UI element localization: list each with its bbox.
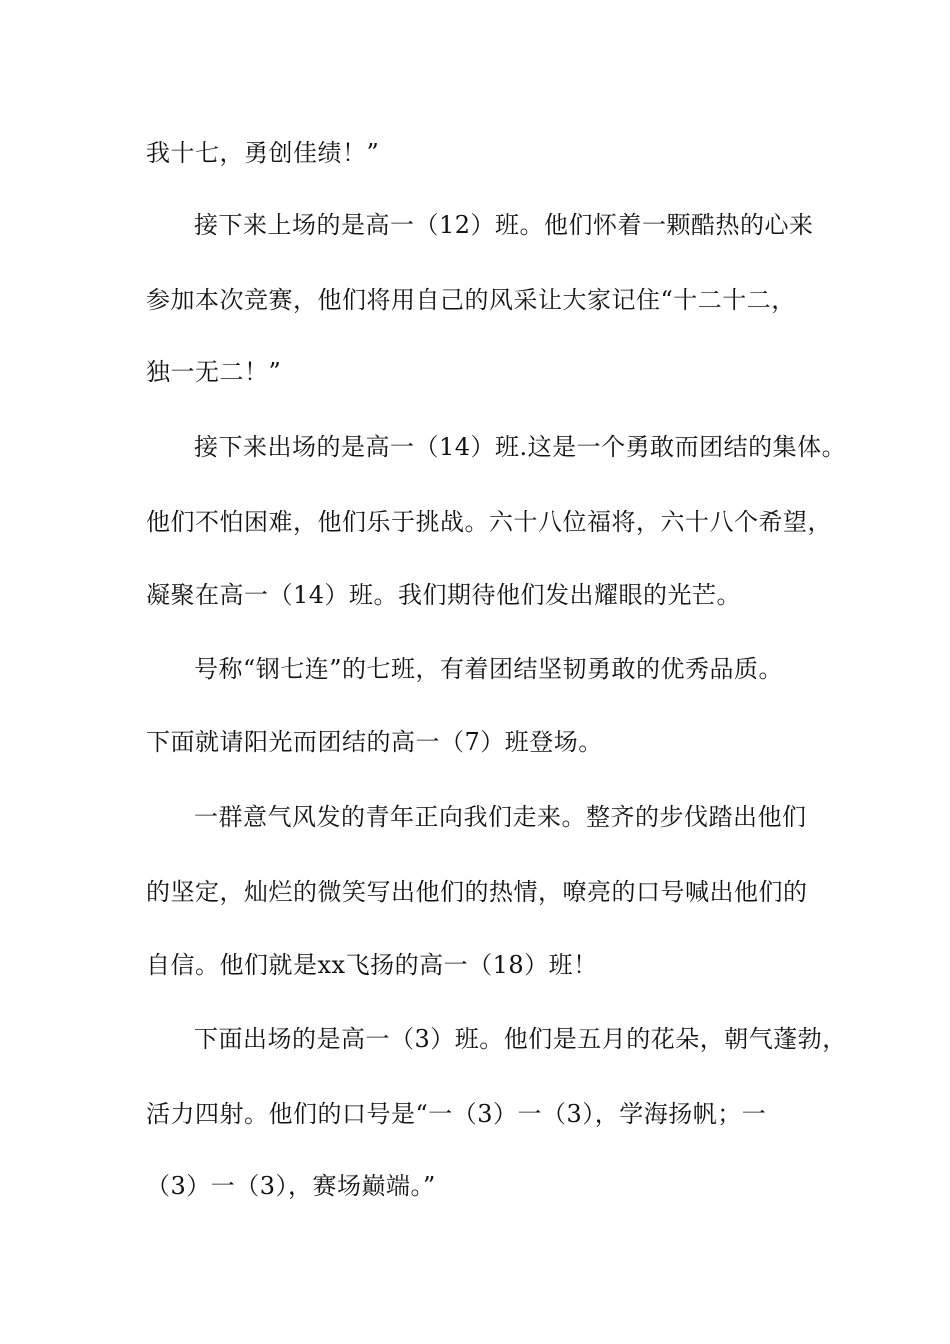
paragraph-line: 的坚定，灿烂的微笑写出他们的热情，嘹亮的口号喊出他们的	[146, 878, 808, 906]
paragraph-line: 自信。他们就是xx飞扬的高一（18）班！	[146, 951, 598, 979]
paragraph-line: 我十七，勇创佳绩！”	[146, 139, 380, 167]
paragraph-line: 凝聚在高一（14）班。我们期待他们发出耀眼的光芒。	[146, 581, 742, 609]
paragraph-line: 接下来上场的是高一（12）班。他们怀着一颗酷热的心来	[194, 211, 814, 239]
paragraph-line: 号称“钢七连”的七班，有着团结坚韧勇敢的优秀品质。	[194, 655, 784, 683]
paragraph-line: 活力四射。他们的口号是“一（3）一（3），学海扬帆；一	[146, 1100, 767, 1128]
paragraph-line: 参加本次竞赛，他们将用自己的风采让大家记住“十二十二，	[146, 286, 796, 314]
paragraph-line: 下面出场的是高一（3）班。他们是五月的花朵，朝气蓬勃，	[194, 1025, 847, 1053]
paragraph-line: 下面就请阳光而团结的高一（7）班登场。	[146, 728, 603, 756]
paragraph-line: 一群意气风发的青年正向我们走来。整齐的步伐踏出他们	[194, 803, 807, 831]
paragraph-line: 接下来出场的是高一（14）班.这是一个勇敢而团结的集体。	[194, 433, 847, 461]
paragraph-line: 独一无二！”	[146, 358, 282, 386]
paragraph-line: 他们不怕困难，他们乐于挑战。六十八位福将，六十八个希望，	[146, 508, 832, 536]
paragraph-line: （3）一（3），赛场巅端。”	[146, 1172, 436, 1200]
